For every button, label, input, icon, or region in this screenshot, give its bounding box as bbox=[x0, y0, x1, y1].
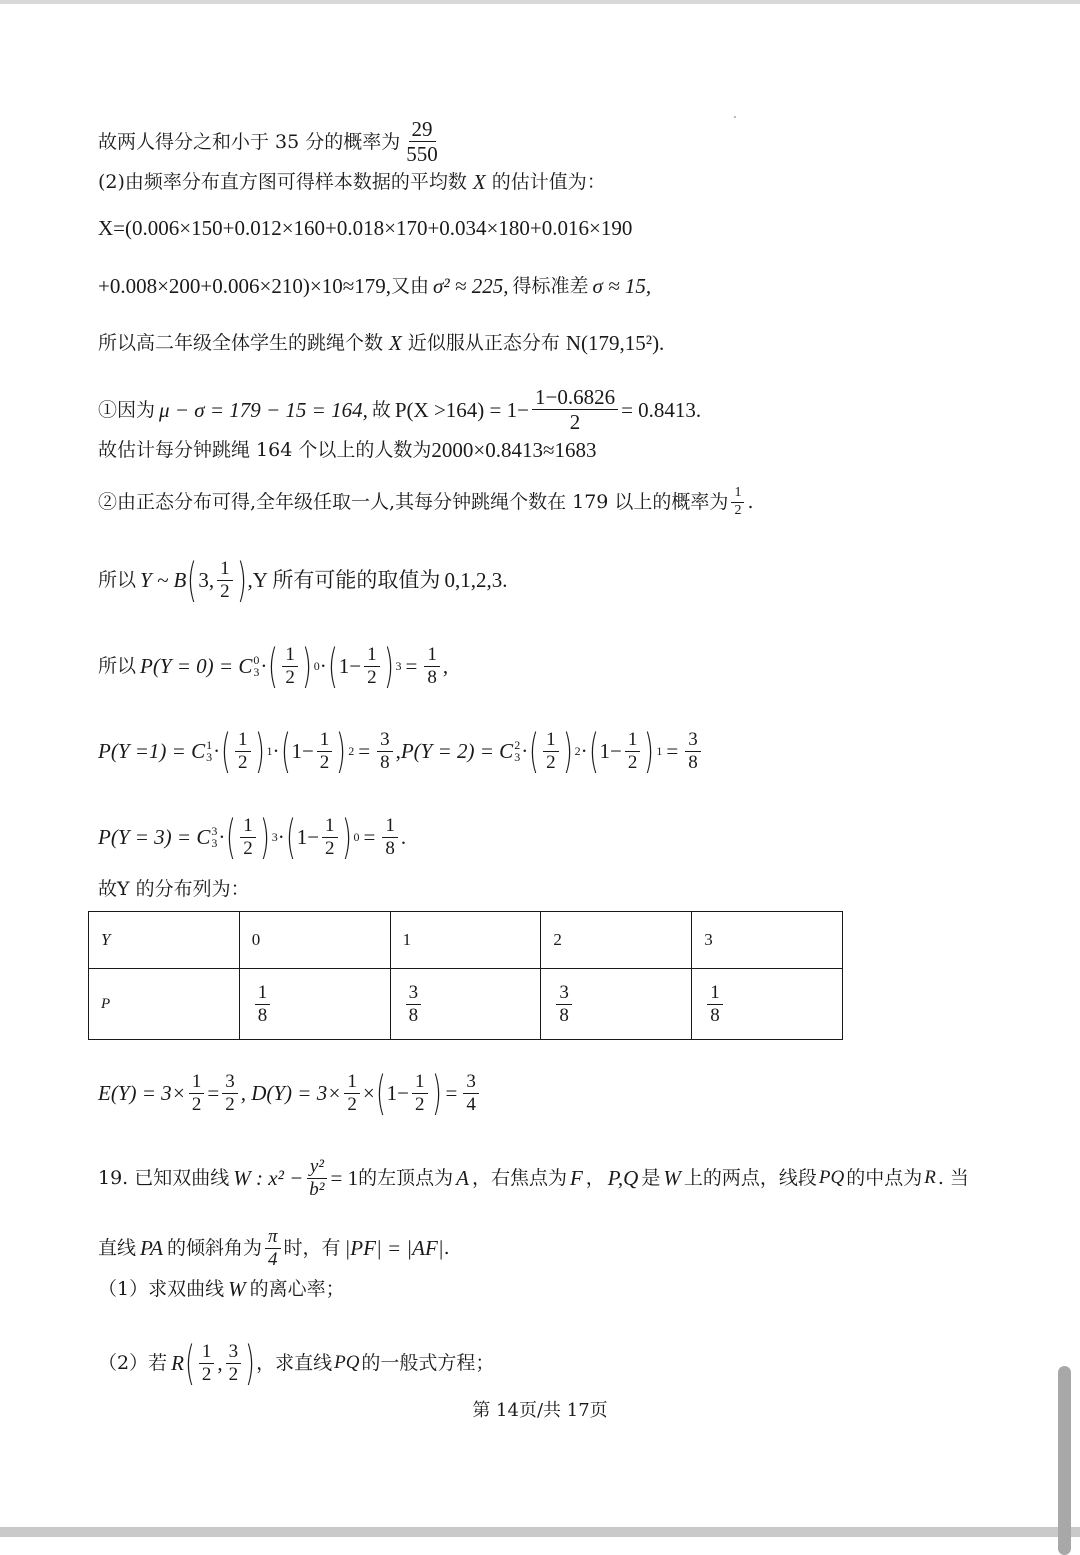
horizontal-scrollbar[interactable] bbox=[0, 1527, 1080, 1537]
vertical-scrollbar-thumb[interactable] bbox=[1058, 1366, 1071, 1555]
table-header-cell: 1 bbox=[390, 912, 541, 969]
page-number: 第 14页/共 17页 bbox=[472, 1400, 608, 1421]
table-header-cell: 0 bbox=[239, 912, 390, 969]
fraction-pi-4: $\frac{\pi}{4}$ bbox=[265, 1227, 281, 1270]
line-expectation-variance: E(Y) = 3× $\frac{1}{2}$ = $\frac{3}{2}$ , D(Y) = 3× $\frac{1}{2}$ × ( 1− $\frac{1}{2}$ ) = $\frac{3}{4}$ bbox=[98, 1070, 1020, 1116]
fraction-06826: $\frac{1-0.6826}{2}$ bbox=[532, 386, 618, 433]
distribution-title: 故Y 的分布列为： bbox=[98, 878, 250, 900]
table-row bbox=[89, 969, 843, 1040]
table-cell: $\frac{1}{8}$ bbox=[692, 969, 843, 1040]
line-mean-formula-1: X=(0.006×150+0.012×160+0.018×170+0.034×180+0.016×190 bbox=[98, 216, 633, 240]
line-py1-py2: P(Y =1) = C 1 3 · ( $\frac{1}{2}$ ) 1 · ( 1− $\frac{1}{2}$ ) 2 = $\frac{3}{8}$ , P(Y = 2) = C 2 3 · ( $\frac{1}{2}$ ) 2 · ( 1− $\frac{1}{2}$ ) 1 = $\frac{3}{8}$ bbox=[98, 728, 1020, 774]
distribution-table bbox=[88, 911, 843, 1040]
line-normal-dist: 所以高二年级全体学生的跳绳个数 X 近似服从正态分布 N(179,15²). bbox=[98, 331, 665, 355]
line-py3: P(Y = 3) = C 3 3 · ( $\frac{1}{2}$ ) 3 · ( 1− $\frac{1}{2}$ ) 0 = $\frac{1}{8}$ . bbox=[98, 810, 407, 864]
table-row bbox=[89, 912, 843, 969]
table-cell: $\frac{1}{8}$ bbox=[239, 969, 390, 1040]
q19-sub-1: （1）求双曲线 W 的离心率； bbox=[98, 1277, 345, 1301]
q19-line-1: 19. 已知双曲线 W : x² − $\frac{\text{y²}}{\text{b²}}$ = 1 的左顶点为 A ，右焦点为 F ， P,Q 是 W 上的两点，线段 PQ 的中点为 R . 当 bbox=[98, 1156, 969, 1200]
table-header-cell: 3 bbox=[692, 912, 843, 969]
table-header-cell: Y bbox=[89, 912, 240, 969]
fraction-y2-b2: $\frac{\text{y²}}{\text{b²}}$ bbox=[306, 1157, 327, 1200]
line-py0: 所以 P(Y = 0) = C 0 3 · ( $\frac{1}{2}$ ) 0 · ( 1− $\frac{1}{2}$ ) 3 = $\frac{1}{8}$ , bbox=[98, 639, 449, 693]
table-cell: $\frac{3}{8}$ bbox=[390, 969, 541, 1040]
line-circled-2: ②由正态分布可得,全年级任取一人,其每分钟跳绳个数在 179 以上的概率为 $\frac{1}{2}$ . bbox=[98, 485, 754, 518]
table-header-cell: 2 bbox=[541, 912, 692, 969]
line-part2-intro: (2)由频率分布直方图可得样本数据的平均数 X 的估计值为： bbox=[98, 170, 606, 194]
fraction-29-550: $\frac{29}{550}$ bbox=[406, 117, 438, 167]
table-cell: $\frac{3}{8}$ bbox=[541, 969, 692, 1040]
q19-sub-2: （2）若 R ( $\frac{1}{2}$ , $\frac{3}{2}$ ) ，求直线 PQ 的一般式方程； bbox=[98, 1336, 495, 1390]
line-mean-formula-2: +0.008×200+0.006×210)×10≈179, 又由 σ² ≈ 225, 得标准差 σ ≈ 15, bbox=[98, 274, 652, 298]
line-estimate-count: 故估计每分钟跳绳 164 个以上的人数为 2000×0.8413≈1683 bbox=[98, 438, 597, 462]
fraction-half: $\frac{1}{2}$ bbox=[731, 486, 744, 518]
q19-line-2: 直线 PA 的倾斜角为 $\frac{\pi}{4}$ 时，有 |PF| = |AF| . bbox=[98, 1226, 450, 1270]
line-binomial: 所以 Y ~ B ( 3, $\frac{1}{2}$ ) ,Y 所有可能的取值为 0,1,2,3. bbox=[98, 553, 508, 607]
table-row-label: P bbox=[89, 969, 240, 1040]
line-prob-sum: 故两人得分之和小于 35 分的概率为 $\frac{29}{550}$ bbox=[98, 118, 1020, 165]
line-circled-1: ①因为 μ − σ = 179 − 15 = 164, 故 P(X >164) = 1− $\frac{1-0.6826}{2}$ = 0.8413. bbox=[98, 385, 702, 435]
